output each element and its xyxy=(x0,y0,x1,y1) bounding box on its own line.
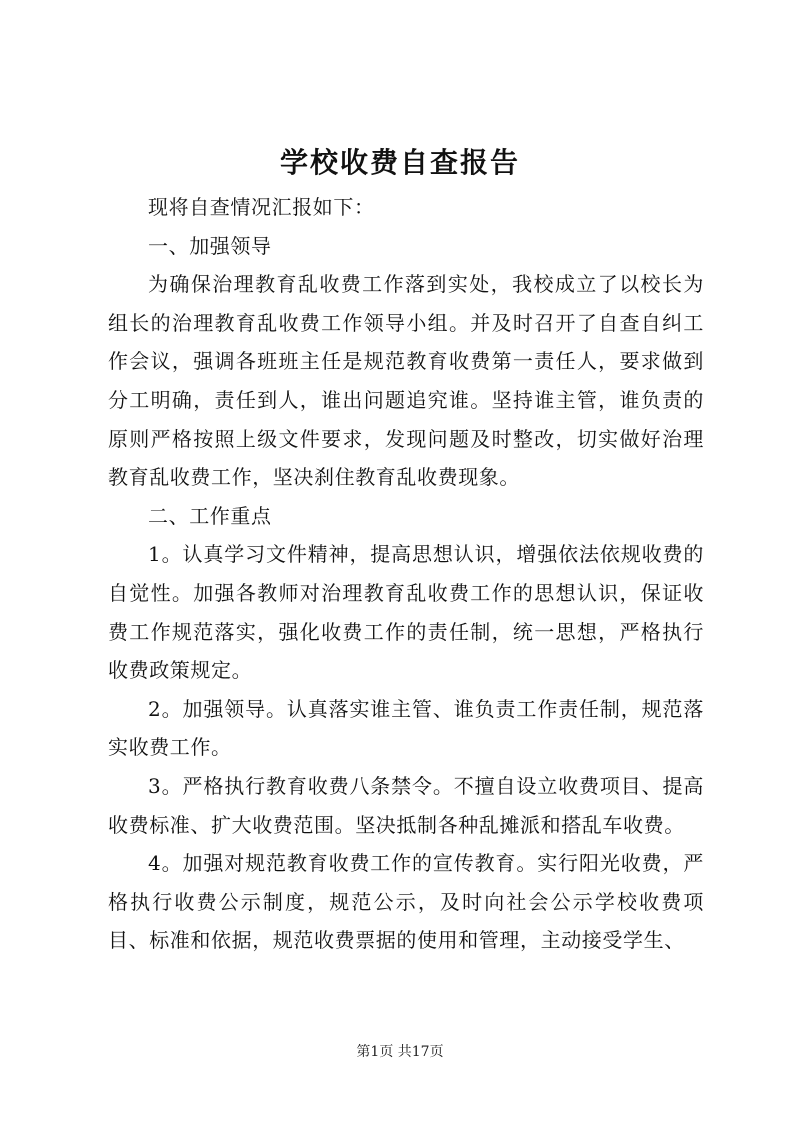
paragraph-intro: 现将自查情况汇报如下： xyxy=(148,195,375,219)
paragraph-item-1: 1。认真学习文件精神，提高思想认识，增强依法依规收费的自觉性。加强各教师对治理教育乱收费工作的思想认识，保证收费工作规范落实，强化收费工作的责任制，统一思想，严格执行收费政策规定。 xyxy=(108,542,704,683)
section-heading-1: 一、加强领导 xyxy=(148,233,272,258)
document-body xyxy=(108,188,704,960)
paragraph-item-3: 3。严格执行教育收费八条禁令。不擅自设立收费项目、提高收费标准、扩大收费范围。坚决抵制各种乱摊派和搭乱车收费。 xyxy=(108,773,704,837)
page-number-footer: 第1页 共17页 xyxy=(356,1044,444,1060)
document-title: 学校收费自查报告 xyxy=(279,146,520,179)
paragraph-item-2: 2。加强领导。认真落实谁主管、谁负责工作责任制，规范落实收费工作。 xyxy=(108,696,704,760)
paragraph-leadership: 为确保治理教育乱收费工作落到实处，我校成立了以校长为组长的治理教育乱收费工作领导小组。并及时召开了自查自纠工作会议，强调各班班主任是规范教育收费第一责任人，要求做到分工明确，责任到人，谁出问题追究谁。坚持谁主管，谁负责的原则严格按照上级文件要求，发现问题及时整改，切实做好治理教育乱收费工作，坚决刹住教育乱收费现象。 xyxy=(108,272,704,490)
section-heading-2: 二、工作重点 xyxy=(148,503,272,528)
paragraph-item-4: 4。加强对规范教育收费工作的宣传教育。实行阳光收费，严格执行收费公示制度，规范公示，及时向社会公示学校收费项目、标准和依据，规范收费票据的使用和管理，主动接受学生、 xyxy=(108,851,704,953)
